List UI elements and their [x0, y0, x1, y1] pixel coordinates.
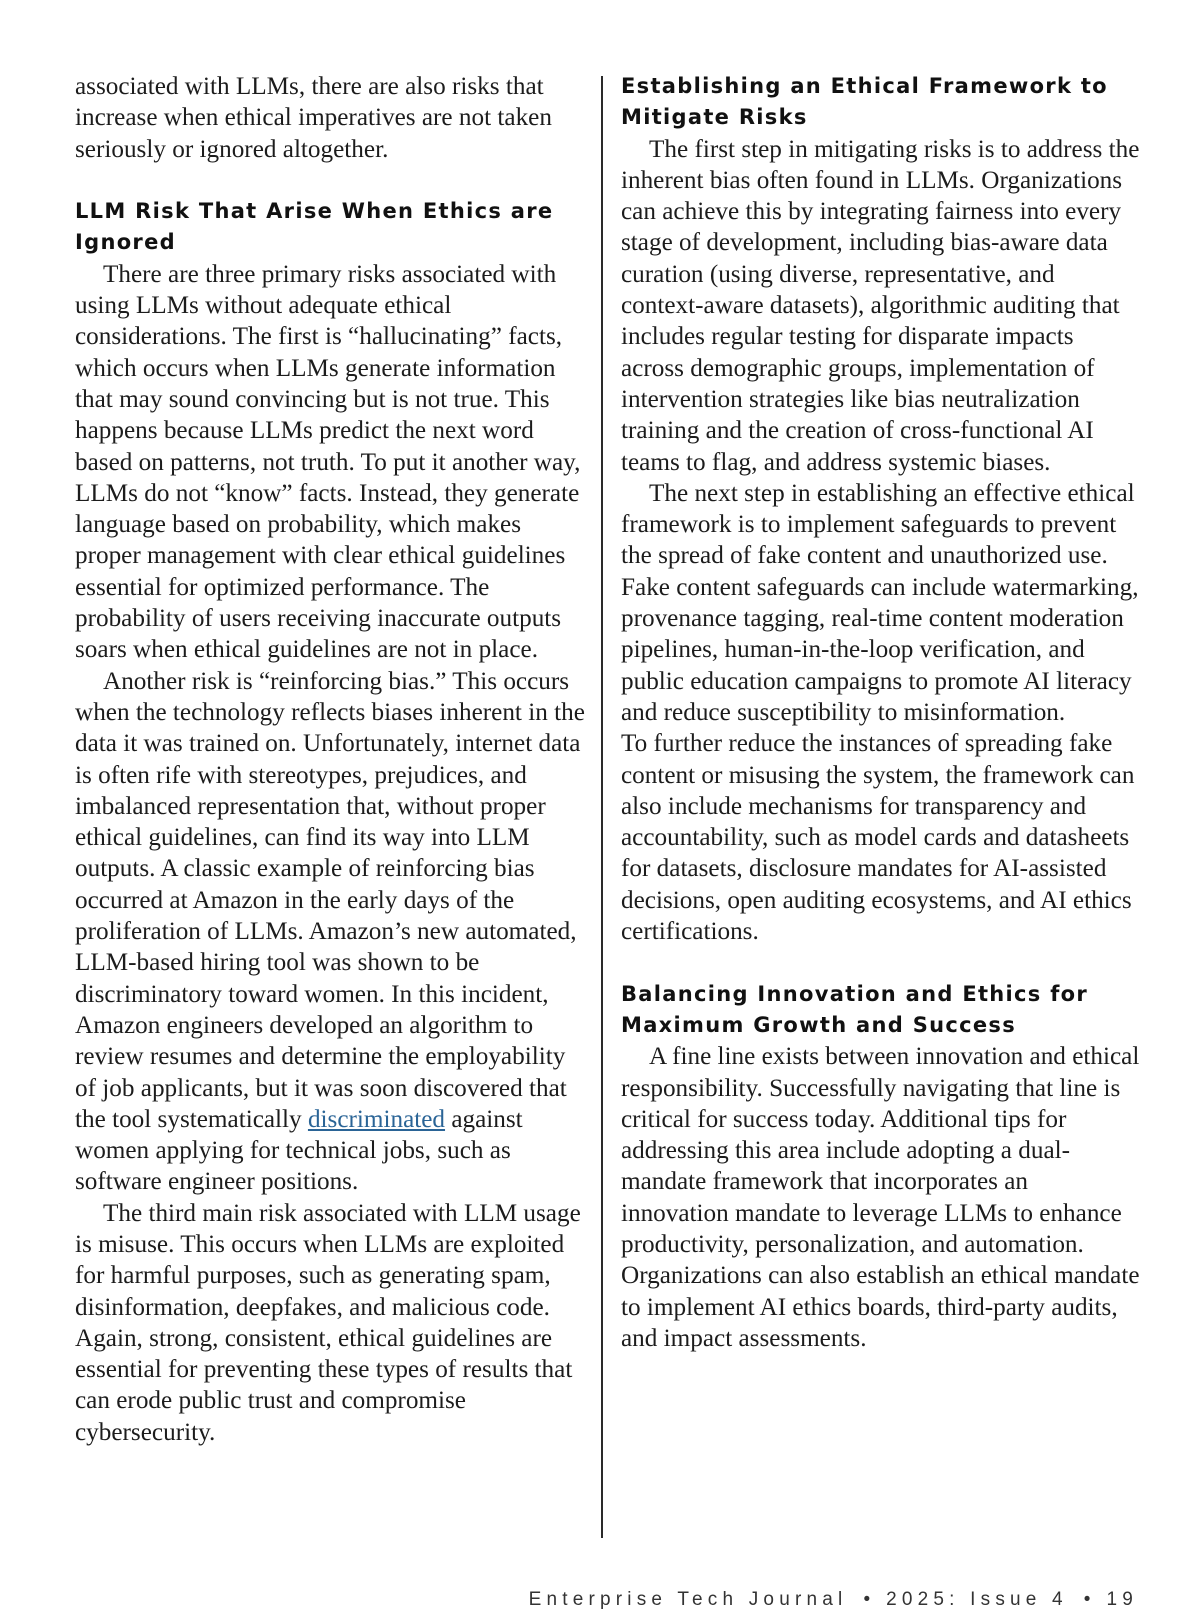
paragraph-text: against women applying for technical jobs, such as software engineer positions. — [75, 1105, 523, 1196]
right-column — [621, 71, 1141, 1354]
bullet-separator: • — [1083, 1589, 1091, 1610]
page-footer — [529, 1589, 1138, 1611]
body-paragraph: There are three primary risks associated with using LLMs without adequate ethical considerations. The first is “hallucinating” facts, which occurs when LLMs generate information that may sound convincing but is not true. This happens because LLMs predict the next word based on patterns, not truth. To put it another way, LLMs do not “know” facts. Instead, they generate language based on probability, which makes proper management with clear ethical guidelines essential for optimized performance. The probability of users receiving inaccurate outputs soars when ethical guidelines are not in place. — [75, 260, 581, 664]
body-paragraph-with-link — [75, 666, 585, 1198]
left-column — [75, 71, 585, 1448]
body-paragraph: To further reduce the instances of spreading fake content or misusing the system, the framework can also include mechanisms for transparency and accountability, such as model cards and datasheets for datasets, disclosure mandates for AI-assisted decisions, open auditing ecosystems, and AI ethics certifications. — [621, 730, 1135, 946]
page-number: 19 — [1106, 1589, 1138, 1610]
section-heading-risks: LLM Risk That Arise When Ethics are Ignored — [75, 199, 554, 255]
bullet-separator: • — [863, 1589, 871, 1610]
publication-name: Enterprise Tech Journal — [528, 1589, 848, 1610]
issue-label: 2025: Issue 4 — [886, 1589, 1068, 1610]
body-paragraph: The next step in establishing an effective ethical framework is to implement safeguards to prevent the spread of fake content and unauthorized use. Fake content safeguards can include watermarking, provenance tagging, real-time content moderation pipelines, human-in-the-loop verification, and public education campaigns to promote AI literacy and reduce susceptibility to misinformation. — [621, 479, 1139, 726]
body-paragraph: The third main risk associated with LLM usage is misuse. This occurs when LLMs are exploited for harmful purposes, such as generating spam, disinformation, deepfakes, and malicious code. Again, strong, consistent, ethical guidelines are essential for preventing these types of results that can erode public trust and compromise cybersecurity. — [75, 1199, 581, 1446]
body-paragraph: The first step in mitigating risks is to address the inherent bias often found in LLMs. Organizations can achieve this by integrating fairness into every stage of development, including bias-aware data curation (using diverse, representative, and context-aware datasets), algorithmic auditing that includes regular testing for disparate impacts across demographic groups, implementation of intervention strategies like bias neutralization training and the creation of cross-functional AI teams to flag, and address systemic biases. — [621, 135, 1140, 476]
section-heading-framework: Establishing an Ethical Framework to Mitigate Risks — [621, 74, 1108, 130]
paragraph-text: Another risk is “reinforcing bias.” This occurs when the technology reflects biases inherent in the data it was trained on. Unfortunately, internet data is often rife with stereotypes, prejudices, and imbalanced representation that, without proper ethical guidelines, can find its way into LLM outputs. A classic example of reinforcing bias occurred at Amazon in the early days of the proliferation of LLMs. Amazon’s new automated, LLM-based hiring tool was shown to be discriminatory toward women. In this incident, Amazon engineers developed an algorithm to review resumes and determine the employability of job applicants, but it was soon discovered that the tool systematically — [75, 667, 585, 1133]
intro-paragraph: associated with LLMs, there are also risks that increase when ethical imperatives are not taken seriously or ignored altogether. — [75, 73, 552, 163]
spacer — [75, 165, 585, 196]
discriminated-link[interactable]: discriminated — [307, 1105, 446, 1133]
body-paragraph: A fine line exists between innovation and ethical responsibility. Successfully navigating that line is critical for success today. Additional tips for addressing this area include adopting a dual-mandate framework that incorporates an innovation mandate to leverage LLMs to enhance productivity, personalization, and automation. Organizations can also establish an ethical mandate to implement AI ethics boards, third-party audits, and impact assessments. — [621, 1043, 1140, 1352]
column-divider — [601, 76, 603, 1538]
spacer — [621, 947, 1141, 978]
section-heading-balancing: Balancing Innovation and Ethics for Maximum Growth and Success — [621, 981, 1089, 1037]
